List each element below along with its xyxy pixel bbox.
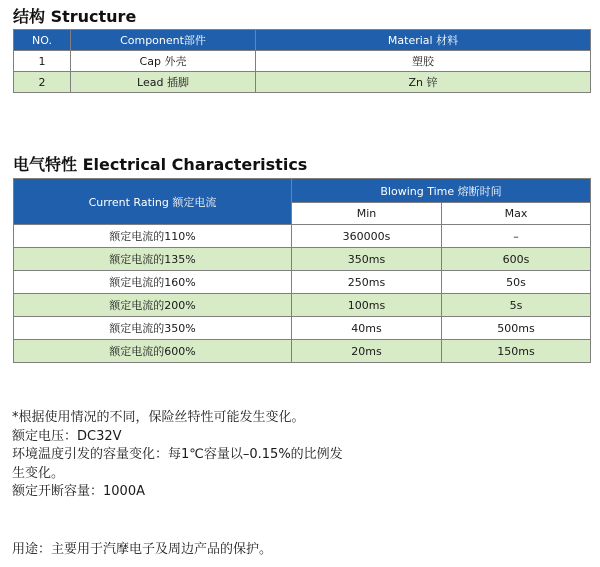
structure-cell-material: 塑胶 (256, 51, 591, 72)
max-cell: 5s (442, 294, 591, 317)
max-cell: – (442, 225, 591, 248)
structure-header-row (14, 30, 591, 51)
table-row (14, 51, 591, 72)
electrical-table (13, 178, 591, 363)
notes-block (12, 409, 343, 502)
structure-cell-no: 2 (14, 72, 71, 93)
header-min: Min (292, 203, 442, 225)
rating-cell: 额定电流的350% (14, 317, 292, 340)
min-cell: 360000s (292, 225, 442, 248)
table-row (14, 248, 591, 271)
note-line: *根据使用情况的不同，保险丝特性可能发生变化。 (12, 410, 305, 425)
min-cell: 20ms (292, 340, 442, 363)
rating-cell: 额定电流的135% (14, 248, 292, 271)
rating-cell: 额定电流的200% (14, 294, 292, 317)
structure-header-component: Component部件 (71, 30, 256, 51)
min-cell: 250ms (292, 271, 442, 294)
structure-title: 结构 Structure (13, 7, 137, 26)
structure-cell-material: Zn 锌 (256, 72, 591, 93)
electrical-header-row (14, 179, 591, 203)
table-row (14, 317, 591, 340)
header-current-rating: Current Rating 额定电流 (14, 179, 292, 225)
structure-cell-no: 1 (14, 51, 71, 72)
min-cell: 100ms (292, 294, 442, 317)
min-cell: 40ms (292, 317, 442, 340)
note-line: 环境温度引发的容量变化：每1℃容量以–0.15%的比例发 (12, 447, 343, 463)
table-row (14, 271, 591, 294)
usage-note: 用途：主要用于汽摩电子及周边产品的保护。 (12, 542, 273, 557)
rating-cell: 额定电流的600% (14, 340, 292, 363)
note-line: 额定开断容量：1000A (12, 484, 145, 500)
table-row (14, 294, 591, 317)
structure-header-no: NO. (14, 30, 71, 51)
max-cell: 500ms (442, 317, 591, 340)
max-cell: 600s (442, 248, 591, 271)
max-cell: 50s (442, 271, 591, 294)
electrical-title: 电气特性 Electrical Characteristics (13, 155, 308, 174)
rating-cell: 额定电流的160% (14, 271, 292, 294)
note-line: 额定电压：DC32V (12, 428, 122, 444)
structure-table (13, 29, 591, 93)
structure-cell-component: Lead 插脚 (71, 72, 256, 93)
rating-cell: 额定电流的110% (14, 225, 292, 248)
header-max: Max (442, 203, 591, 225)
note-line: 生变化。 (12, 465, 65, 481)
min-cell: 350ms (292, 248, 442, 271)
structure-header-material: Material 材料 (256, 30, 591, 51)
table-row (14, 340, 591, 363)
table-row (14, 225, 591, 248)
structure-cell-component: Cap 外壳 (71, 51, 256, 72)
header-blowing-time: Blowing Time 熔断时间 (292, 179, 591, 203)
max-cell: 150ms (442, 340, 591, 363)
table-row (14, 72, 591, 93)
